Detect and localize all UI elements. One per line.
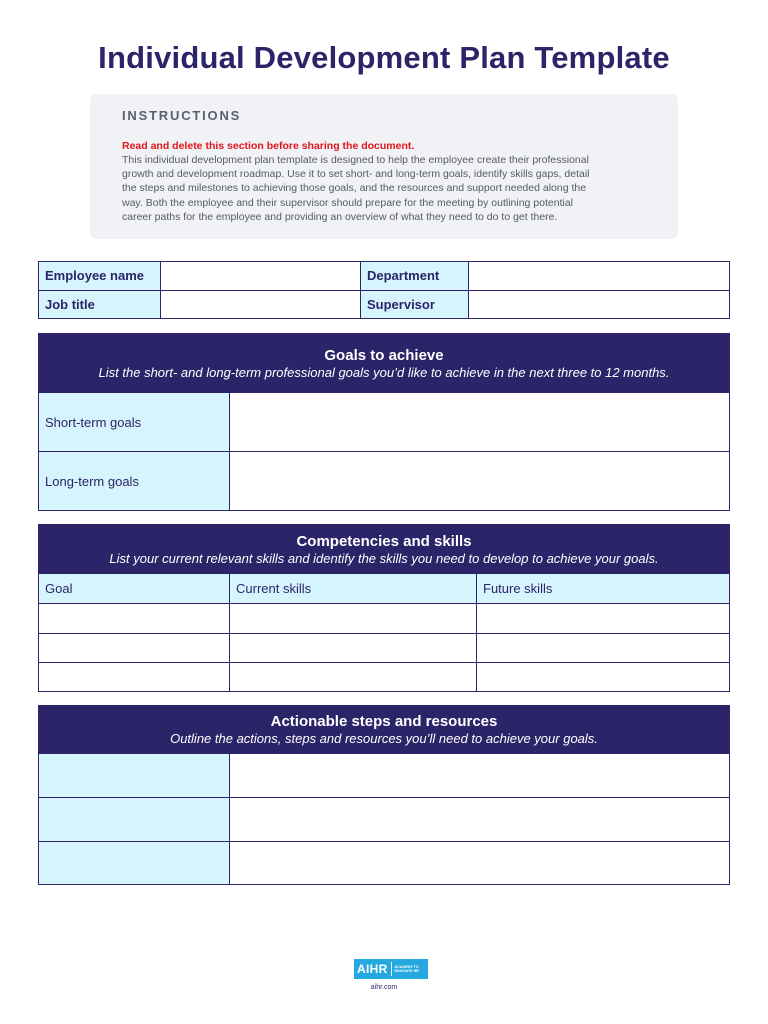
- instructions-line: This individual development plan template is designed to help the employee create their professional: [122, 154, 589, 166]
- employee-info-table: [38, 261, 730, 319]
- goals-header: [39, 334, 730, 393]
- instructions-warning: Read and delete this section before sharing the document.: [122, 140, 415, 152]
- goal-cell[interactable]: [39, 634, 230, 663]
- department-field[interactable]: [469, 262, 730, 291]
- table-row: [39, 842, 730, 885]
- job-title-field[interactable]: [161, 290, 361, 319]
- logo-divider: [391, 962, 392, 976]
- short-term-goals-field[interactable]: [230, 393, 730, 452]
- footer-website-link[interactable]: aihr.com: [370, 984, 398, 991]
- steps-table: [38, 705, 730, 885]
- step-label-cell[interactable]: [39, 842, 230, 885]
- instructions-line: growth and development roadmap. Use it to set short- and long-term goals, identify skills gaps, detail: [122, 168, 590, 181]
- competencies-subtitle: List your current relevant skills and identify the skills you need to develop to achieve your goals.: [109, 550, 659, 566]
- step-detail-cell[interactable]: [230, 754, 730, 798]
- instructions-line: career paths for the employee and providing an overview of what they need to do to get there.: [122, 210, 558, 223]
- current-skills-cell[interactable]: [230, 604, 477, 634]
- future-skills-cell[interactable]: [477, 663, 730, 692]
- instructions-line: way. Both the employee and their supervisor should prepare for the meeting by outlining potential: [122, 196, 573, 209]
- table-row: [39, 798, 730, 842]
- logo-tagline: [395, 965, 419, 974]
- current-skills-cell[interactable]: [230, 634, 477, 663]
- current-skills-cell[interactable]: [230, 663, 477, 692]
- supervisor-field[interactable]: [469, 290, 730, 319]
- goals-title: Goals to achieve: [324, 346, 444, 364]
- supervisor-label: Supervisor: [361, 290, 469, 319]
- competencies-header: [39, 525, 730, 574]
- future-skills-cell[interactable]: [477, 634, 730, 663]
- step-detail-cell[interactable]: [230, 798, 730, 842]
- column-header-current-skills: Current skills: [230, 574, 477, 604]
- logo-brand: AIHR: [357, 962, 388, 976]
- steps-header: [39, 706, 730, 754]
- step-label-cell[interactable]: [39, 754, 230, 798]
- table-row: [39, 754, 730, 798]
- page-title: Individual Development Plan Template: [98, 40, 670, 75]
- logo-tagline-line: INNOVATE HR: [394, 969, 419, 973]
- goal-cell[interactable]: [39, 604, 230, 634]
- logo-tagline-line: ACADEMY TO: [394, 964, 419, 969]
- employee-name-field[interactable]: [161, 262, 361, 291]
- table-row: [39, 634, 730, 663]
- job-title-label: Job title: [39, 290, 161, 319]
- column-header-goal: Goal: [39, 574, 230, 604]
- instructions-body: [122, 153, 646, 224]
- goal-cell[interactable]: [39, 663, 230, 692]
- department-label: Department: [361, 262, 469, 291]
- competencies-title: Competencies and skills: [296, 532, 472, 550]
- instructions-panel: [90, 94, 678, 239]
- aihr-logo: [354, 959, 428, 979]
- long-term-goals-field[interactable]: [230, 452, 730, 511]
- step-label-cell[interactable]: [39, 798, 230, 842]
- table-row: [39, 604, 730, 634]
- table-row: [39, 663, 730, 692]
- competencies-table: [38, 524, 730, 692]
- long-term-goals-label: Long-term goals: [39, 452, 230, 511]
- step-detail-cell[interactable]: [230, 842, 730, 885]
- instructions-heading: INSTRUCTIONS: [122, 108, 242, 123]
- goals-subtitle: List the short- and long-term professional goals you’d like to achieve in the next three to 12 months.: [98, 364, 670, 380]
- steps-subtitle: Outline the actions, steps and resources you’ll need to achieve your goals.: [170, 731, 598, 746]
- column-header-future-skills: Future skills: [477, 574, 730, 604]
- employee-name-label: Employee name: [39, 262, 161, 291]
- steps-title: Actionable steps and resources: [270, 713, 498, 730]
- goals-table: [38, 333, 730, 511]
- instructions-line: the steps and milestones to achieving those goals, and the resources and support needed along the: [122, 182, 587, 195]
- short-term-goals-label: Short-term goals: [39, 393, 230, 452]
- future-skills-cell[interactable]: [477, 604, 730, 634]
